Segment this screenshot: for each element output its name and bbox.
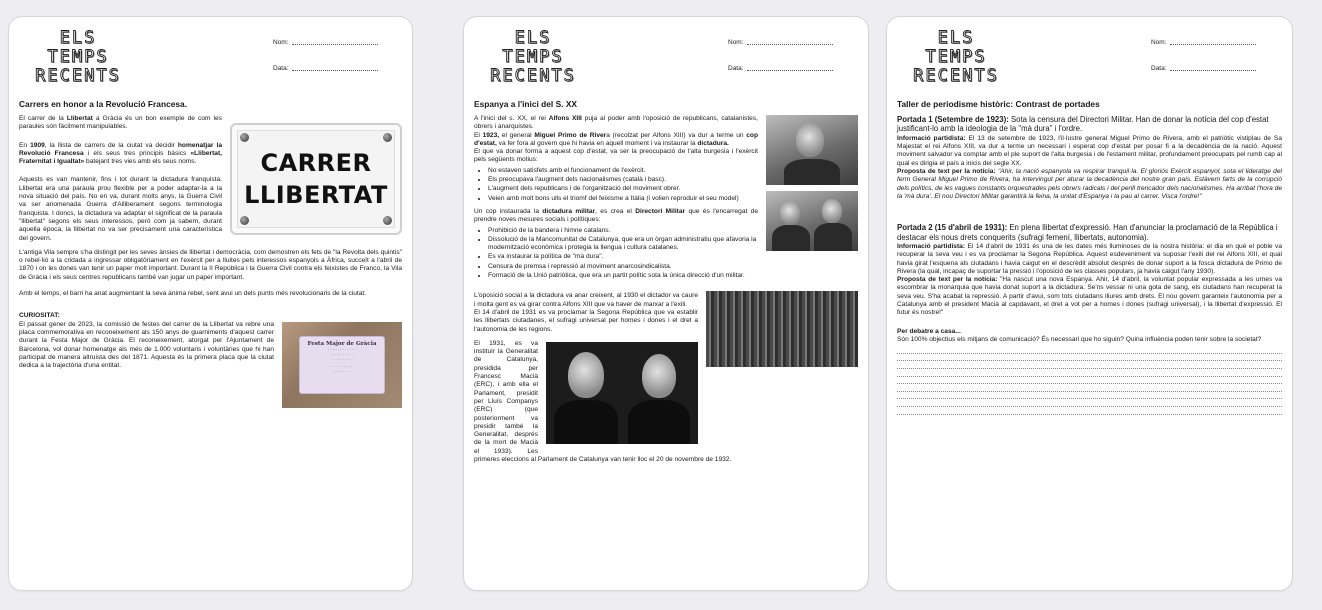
name-field: Nom: — [1151, 39, 1256, 46]
commemorative-plaque-image: Festa Major de Gràcia · · · · · · · · · · · · · · · · · · · · · · · · · · · · · · · · · · · · · · · · · · · · · · · · · — [282, 322, 402, 408]
date-field: Data: — [1151, 65, 1256, 72]
worksheet-page-1 — [8, 16, 413, 591]
portada-2-proposal: Proposta de text per la notícia: "Ha nascut una nova Espanya. Ahir, 14 d'abril, la voluntat popular expressada a les urnes va escombrar la monarquia que havia donat suport a la dictadura. Se'ns vessar ni una gota de sang, els ciutadans han recuperat la seva veu. S'ha acabat la repressió. A partir d'avui, som tots ciutadans lliures amb drets. El nou govern garanteix l'autonomia per a Catalunya amb el president Macià al capdavant, el dret a vot per a homes i dones (sufragi universal), i la llibertat d'expressió. El futur és nostre!" — [897, 276, 1282, 317]
list-item: • Formació de la Unió patriòtica, que era un partit polític sota la única direcció d'un militar. — [488, 272, 858, 280]
debate-label: Per debatre a casa... — [897, 327, 961, 335]
paragraph: El que va donar forma a aquest cop d'estat, va ser la preocupació de l'alta burgesia i l'exèrcit pels següents motius: — [474, 148, 758, 164]
republic-crowd-image — [706, 291, 858, 367]
portada-2-heading: Portada 2 (15 d'abril de 1931): En plena llibertat d'expressió. Han d'anunciar la proclamació de la República i destacar els nous drets conquerits (sufragi femení, llibertats, autonomia). — [897, 223, 1278, 242]
paragraph: El 1931, es va instituir la Generalitat de Catalunya, presidida per Francesc Macià (ERC), i amb ella el Parlament, presidit per Lluís Companys (ERC) (que posteriorment va presidir també la Generalitat, després de la mort de Macià el 1933). Les primeres eleccions al Parlament de Catalunya van tenir lloc el 20 de novembre de 1932. — [474, 339, 732, 463]
page-title: Espanya a l'inici del S. XX — [474, 99, 577, 109]
macia-companys-portraits-image — [546, 342, 698, 444]
list-item: • Es va instaurar la política de "mà dura". — [488, 253, 858, 261]
date-field: Data: — [728, 65, 833, 72]
portada-2-info: Informació partidista: El 14 d'abril de 1931 és una de les dates més lluminoses de la nostra història: el dia en què el poble va recuperar la seva veu i es va proclamar la Segona República. Aquest esdeveniment va suposar l'exili del rei Alfons XIII, el qual havia girat l'esquena als ciutadans i havia caigut en el descrèdit absolut després de donar suport a la fosca dictadura de Primo de Rivera (la qual, incapaç de suportar la pressió i l'oposició de les classes populars, ja havia caigut l'any 1930). — [897, 243, 1282, 275]
list-item: • L'augment dels republicans i de l'organització del moviment obrer. — [488, 185, 858, 193]
paragraph: El 14 d'abril de 1931 es va proclamar la Segona República que va establir les llibertats ciutadanes, el sufragi universal per homes i dones i el dret a l'autonomia de les regions. — [474, 308, 698, 333]
logo: ELS TEMPS RECENTS — [35, 28, 121, 86]
page-3-content — [897, 99, 1282, 415]
name-field: Nom: — [273, 39, 378, 46]
paragraph: El 1923, el general Miguel Primo de Rivera (recolzat per Alfons XIII) va dur a terme un cop d'estat, va fer fora al govern que hi havia en aquell moment i va instaurar la dictadura. — [474, 131, 758, 147]
page-title: Taller de periodisme històric: Contrast de portades — [897, 99, 1100, 109]
worksheet-page-3 — [886, 16, 1293, 591]
logo: ELS TEMPS RECENTS — [490, 28, 576, 86]
paragraph: El carrer de la Llibertat a Gràcia és un bon exemple de com les paraules són fàcilment manipulables. — [19, 115, 222, 131]
paragraph: En 1909, la llista de carrers de la ciutat va decidir homenatjar la Revolució Francesa i els seus tres principis bàsics «Llibertat, Fraternitat i Igualtat» batejant tres vies amb els seus noms. — [19, 141, 222, 166]
portada-1-heading: Portada 1 (Setembre de 1923): Sota la censura del Directori Militar. Han de donar la notícia del cop d'estat justificant-lo amb la ideologia de la "mà dura" i l'ordre. — [897, 115, 1269, 134]
name-field: Nom: — [728, 39, 833, 46]
paragraph: Amb el temps, el barri ha anat augmentant la seva ànima rebel, sent avui un dels punts més revolucionaris de la ciutat. — [19, 290, 367, 298]
alfons-xiii-portrait-image — [766, 115, 858, 251]
page-1-content — [19, 99, 402, 412]
page-2-content — [474, 99, 858, 470]
logo: ELS TEMPS RECENTS — [913, 28, 999, 86]
answer-lines — [897, 346, 1282, 414]
page-title: Carrers en honor a la Revolució Francesa. — [19, 99, 188, 109]
debate-question: Són 100% objectius els mitjans de comunicació? És necessari que ho siguin? Quina influència poden tenir sobre la societat? — [897, 335, 1262, 343]
curiositat-text: El passat gener de 2023, la comissió de festes del carrer de la Llibertat va rebre una placa commemorativa en reconeixement als 150 anys de guarniments d'aquest carrer durant la Festa Major de Gràcia. El reconeixement, atorgat per l'Ajuntament de Barcelona, vol donar homenatge als més de 1.000 voluntaris i voluntàries que hi han participat de manera altruista des del 1871. Aquesta és la primera placa que la ciutat dedica a la trajectòria d'una entitat. — [19, 320, 274, 370]
date-field: Data: — [273, 65, 378, 72]
portada-1-proposal: Proposta de text per la notícia: "Ahir, la nació espanyola va respirar tranquil·la. El gloriós Exèrcit espanyol, sota el lideratge del ferm General Miguel Primo de Rivera, ha intervingut per aturar la decadència del nostre gran país. Estàvem farts de la corrupció dels polítics, de les vagues constants orquestrades pels obrers radicals i del perill trencador dels nacionalismes. Ha arribat l'hora de la 'mà dura'. El nou Directori Militar garantirà la feina, la unitat d'Espanya i la pau al carrer. Visca l'ordre!" — [897, 168, 1282, 200]
paragraph: L'antiga Vila sempre s'ha distingit per les seves ànsies de llibertat i democràcia, com demostren els fets de "la Revolta dels quintis" o rebel·lió a la cridada a ingressar obligatòriament en l'exèrcit per a lluites pels interessos espanyols a Àfrica, succeït a l'abril de 1870 i on les dones van tenir un paper molt important. Durant la II República i la Guerra Civil contra els feixistes de Franco, la Vila de Gràcia i els seus centres republicans també van jugar un paper important. — [19, 248, 402, 281]
paragraph: Aquests es van mantenir, fins i tot durant la dictadura franquista. Llibertat era una paraula prou flexible per a poder adaptar-la a la nova situació del país. No en va, durant molts anys, la Guerra Civil va ser anomenada Guerra d'Alliberament segons terminologia franquista. I doncs, la dictadura va adaptar el significat de la paraula "llibertat" segons els seus interessos, però com ja sabem, durant aquella època, la llibertat no va ser precisament una característica del govern. — [19, 176, 222, 242]
worksheet-page-2 — [463, 16, 869, 591]
curiositat-label: CURIOSITAT: — [19, 312, 60, 320]
list-item: • Veien amb molt bons ulls el triomf del feixisme a Itàlia (i volien reproduir el seu model) — [488, 195, 858, 203]
paragraph: A l'inici del s. XX, el rei Alfons XIII puja al poder amb l'oposició de republicans, catalanistes, obrers i anarquistes. — [474, 115, 758, 131]
list-item: • Prohibició de la bandera i himne catalans. — [488, 227, 858, 235]
carrer-llibertat-sign-image: CARRER LLIBERTAT — [230, 123, 402, 235]
list-item: • Censura de premsa i repressió al moviment anarcosindicalista. — [488, 263, 858, 271]
list-item: • Dissolució de la Mancomunitat de Catalunya, que era un òrgan administratiu que afavoria la modernització econòmica i protegia la llengua i cultura catalanes. — [488, 236, 858, 253]
paragraph: L'oposició social a la dictadura va anar creixent, al 1930 el dictador va caure i molta gent es va girar contra Alfons XIII que va haver de marxar a l'exili. — [474, 292, 698, 308]
portada-1-info: Informació partidista: El 13 de setembre de 1923, l'il·lustre general Miguel Primo de Rivera, amb el patriòtic vistiplau de Sa Majestat el rei Alfons XIII, va dur a terme un necessari i esperat cop d'estat per posar fi a la decadència de la nació. Aquest moviment salvador va comptar amb el ple suport de l'alta burgesia i de l'estament militar, profundament preocupats pel rumb cap al qual es dirigia el país a inicis del segle XX. — [897, 134, 1282, 167]
paragraph: Un cop instaurada la dictadura militar, es crea el Directori Militar que és l'encarregat de prendre noves mesures socials i polítiques: — [474, 207, 758, 224]
list-item: • No estaven satisfets amb el funcionament de l'exèrcit. — [488, 167, 858, 175]
list-item: • Els preocupava l'augment dels nacionalismes (català i basc). — [488, 176, 858, 184]
